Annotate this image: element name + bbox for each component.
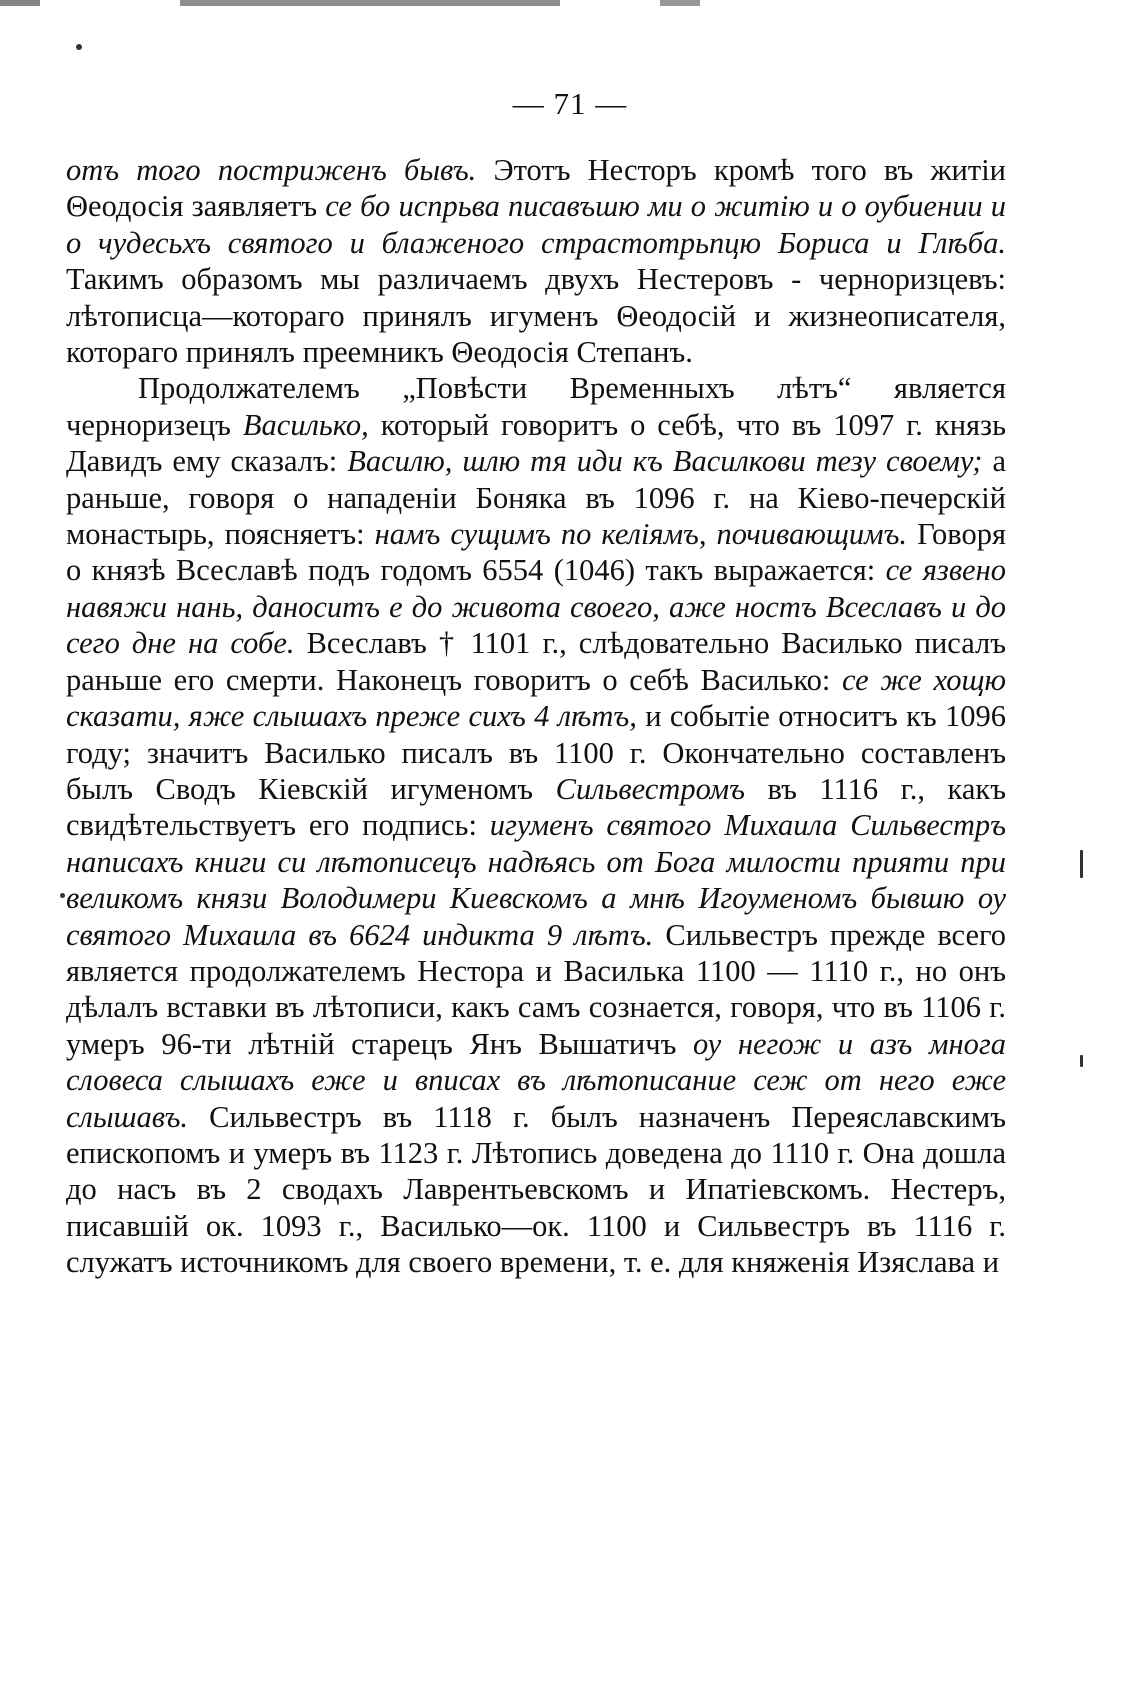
scan-speck — [76, 44, 82, 50]
italic-quote: Василько, — [242, 407, 369, 442]
text-run: Сильвестръ прежде всего является продолжателемъ Нестора и Василька 1100 — 1110 г., но онъ дѣлалъ вставки въ лѣтописи, какъ самъ сознается, говоря, что въ 1106 г. умеръ 96-ти лѣтній старецъ Янъ Вышатичъ — [66, 917, 1006, 1061]
italic-quote: се язвено навяжи нань, даноситъ е до живота своего, аже ностъ Всеславъ и до сего дне на собе. — [66, 553, 1006, 661]
page-number: — 71 — — [512, 86, 628, 121]
paragraph — [66, 152, 1006, 370]
italic-quote: намъ сущимъ по келіямъ, почивающимъ. — [374, 517, 908, 552]
text-run: Сильвестръ въ 1118 г. былъ назначенъ Переяславскимъ епископомъ и умеръ въ 1123 г. Лѣтопись доведена до 1110 г. Она дошла до насъ въ 2 сводахъ Лаврентьевскомъ и Ипатіевскомъ. Нестеръ, писавшій ок. 1093 г., Василько—ок. 1100 и Сильвестръ въ 1116 г. служатъ источникомъ для своего времени, т. е. для княженія Изяслава и — [66, 1099, 1006, 1280]
text-run: и событіе относитъ къ 1096 году; значитъ Василько писалъ въ 1100 г. Окончательно составленъ былъ Сводъ Кіевскій игуменомъ — [66, 699, 1006, 806]
text-run: Говоря о князѣ Всеславѣ подъ годомъ 6554 (1046) такъ выражается: — [66, 517, 1006, 588]
text-run: который говоритъ о себѣ, что въ 1097 г. князь Давидъ ему сказалъ: — [66, 407, 1007, 479]
paragraph — [66, 370, 1006, 1280]
text-run: Такимъ образомъ мы различаемъ двухъ Нестеровъ - черноризцевъ: лѣтописца—котораго принялъ игуменъ Θеодосій и жизнеописателя, котораго принялъ преемникъ Θеодосія Степанъ. — [66, 262, 1006, 370]
italic-quote: Василю, шлю тя иди къ Василкови тезу своему; — [347, 444, 983, 479]
italic-quote: се же хощю сказати, яже слышахъ преже сихъ 4 лѣтъ, — [66, 662, 1006, 734]
italic-quote: се бо испрьва писавъшю ми о житію и о оубиении и о чудесьхъ святого и блаженого страстотрьпцю Бориса и Глѣба. — [66, 189, 1006, 260]
scan-speck — [60, 893, 65, 898]
italic-quote: отъ того постриженъ бывъ. — [66, 153, 477, 187]
italic-quote: Сильвестромъ — [555, 771, 745, 806]
text-run: Этотъ Несторъ кромѣ того въ житіи Θеодосія заявляетъ — [66, 153, 1006, 224]
text-run: Продолжателемъ „Повѣсти Временныхъ лѣтъ“ является черноризецъ — [66, 371, 1006, 442]
italic-quote: оу негож и азъ многа словеса слышахъ еже и вписах въ лѣтописание сеж от него еже слышавъ. — [66, 1026, 1006, 1134]
text-run: Всеславъ † 1101 г., слѣдовательно Василько писалъ раньше его смерти. Наконецъ говоритъ о себѣ Василько: — [66, 626, 1006, 697]
scan-top-edge — [0, 0, 1140, 6]
text-run: а раньше, говоря о нападеніи Боняка въ 1096 г. на Кіево-печерскій монастырь, поясняетъ: — [66, 444, 1006, 552]
text-run: въ 1116 г., какъ свидѣтельствуетъ его подпись: — [66, 771, 1007, 843]
italic-quote: игуменъ святого Михаила Сильвестръ написахъ книги си лѣтописецъ надѣясь от Бога милости прияти при великомъ князи Володимери Киевскомъ а мнѣ Игоуменомъ бывшю оу святого Михаила въ 6624 индикта 9 лѣтъ. — [66, 808, 1006, 952]
scan-speck — [1080, 1055, 1083, 1067]
body-text — [66, 152, 1006, 1281]
scan-speck — [1080, 850, 1083, 878]
